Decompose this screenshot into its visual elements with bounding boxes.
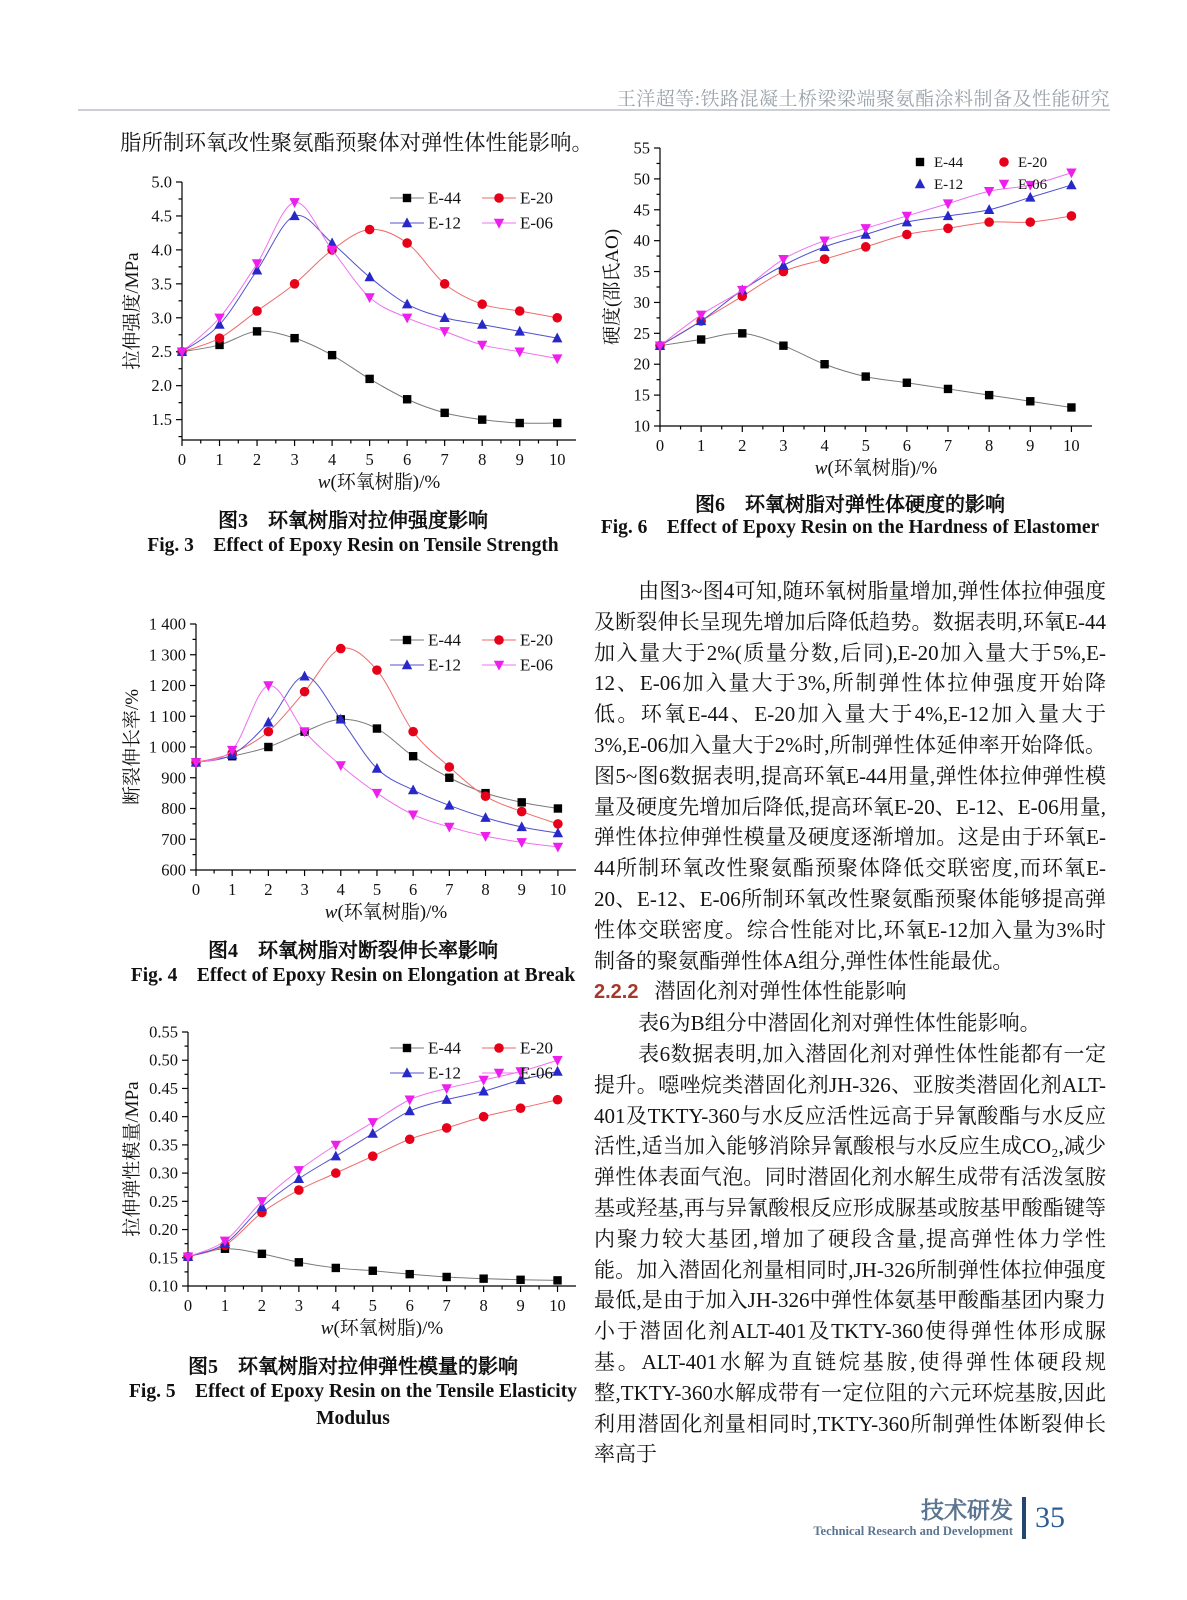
footer-label-cn: 技术研发	[921, 1496, 1013, 1523]
svg-text:1: 1	[215, 450, 224, 469]
svg-text:拉伸强度/MPa: 拉伸强度/MPa	[122, 252, 143, 370]
section-heading	[594, 976, 1106, 1008]
svg-text:3: 3	[294, 1296, 303, 1315]
svg-text:5: 5	[372, 880, 382, 899]
svg-text:0.10: 0.10	[149, 1276, 178, 1296]
svg-text:0.35: 0.35	[149, 1135, 178, 1155]
page-number: 35	[1035, 1501, 1065, 1534]
svg-text:8: 8	[985, 436, 994, 455]
svg-text:E-44: E-44	[428, 1038, 462, 1058]
svg-text:4: 4	[820, 436, 829, 455]
svg-text:7: 7	[440, 450, 449, 469]
svg-text:9: 9	[517, 880, 526, 899]
chart-svg	[602, 134, 1100, 484]
svg-text:0.20: 0.20	[149, 1220, 178, 1240]
svg-text:0.25: 0.25	[149, 1191, 178, 1211]
svg-text:E-06: E-06	[1018, 177, 1048, 193]
svg-text:10: 10	[548, 450, 566, 469]
svg-text:5: 5	[368, 1296, 377, 1315]
svg-text:600: 600	[161, 860, 186, 880]
svg-text:5.0: 5.0	[151, 172, 172, 192]
svg-text:E-44: E-44	[934, 155, 964, 171]
svg-text:0: 0	[191, 880, 201, 899]
figure6-chart	[602, 134, 1100, 489]
svg-text:4.0: 4.0	[151, 240, 172, 260]
paragraph-table6-intro: 表6为B组分中潜固化剂对弹性体性能影响。	[638, 1011, 1041, 1036]
svg-text:w(环氧树脂)/%: w(环氧树脂)/%	[814, 458, 938, 479]
svg-text:1: 1	[697, 436, 706, 455]
svg-text:w(环氧树脂)/%: w(环氧树脂)/%	[324, 902, 448, 923]
svg-text:2: 2	[264, 880, 273, 899]
svg-text:30: 30	[633, 292, 650, 312]
svg-text:硬度(邵氏AO): 硬度(邵氏AO)	[602, 228, 623, 346]
svg-text:0.15: 0.15	[149, 1248, 178, 1268]
svg-text:w(环氧树脂)/%: w(环氧树脂)/%	[320, 1318, 444, 1339]
svg-text:0.45: 0.45	[149, 1078, 178, 1098]
section-title: 潜固化剂对弹性体性能影响	[654, 979, 907, 1004]
svg-text:2: 2	[257, 1296, 267, 1315]
svg-text:50: 50	[633, 169, 650, 189]
svg-text:1: 1	[220, 1296, 230, 1315]
svg-text:E-20: E-20	[520, 1038, 554, 1058]
svg-text:2.5: 2.5	[151, 342, 172, 362]
svg-text:0.40: 0.40	[149, 1107, 178, 1127]
svg-text:2: 2	[738, 436, 747, 455]
figure5-caption-cn: 图5 环氧树脂对拉伸弹性模量的影响	[188, 1356, 518, 1378]
svg-text:E-12: E-12	[428, 1063, 462, 1083]
svg-text:10: 10	[549, 880, 567, 899]
svg-text:45: 45	[633, 200, 650, 220]
svg-text:w(环氧树脂)/%: w(环氧树脂)/%	[317, 472, 441, 493]
svg-text:3: 3	[290, 450, 299, 469]
svg-text:拉伸弹性模量/MPa: 拉伸弹性模量/MPa	[122, 1081, 143, 1237]
figure4-chart	[122, 610, 584, 933]
svg-text:4: 4	[327, 450, 337, 469]
svg-text:2: 2	[252, 450, 262, 469]
figure5-chart	[122, 1018, 584, 1349]
svg-text:9: 9	[515, 450, 524, 469]
svg-text:20: 20	[633, 354, 650, 374]
svg-text:6: 6	[409, 880, 418, 899]
figure5-caption-en: Fig. 5 Effect of Epoxy Resin on the Tensile Elasticity Modulus	[129, 1381, 577, 1429]
figure6-caption-cn: 图6 环氧树脂对弹性体硬度的影响	[695, 494, 1005, 516]
svg-text:4: 4	[336, 880, 345, 899]
svg-text:700: 700	[161, 829, 186, 849]
svg-text:40: 40	[633, 231, 650, 251]
chart-svg	[122, 610, 584, 928]
svg-text:0.30: 0.30	[149, 1163, 178, 1183]
svg-text:E-06: E-06	[520, 213, 554, 233]
svg-text:E-44: E-44	[428, 630, 462, 650]
figure4-caption-en: Fig. 4 Effect of Epoxy Resin on Elongation at Break	[130, 965, 576, 986]
section-number: 2.2.2	[594, 981, 639, 1004]
figure3-caption-en: Fig. 3 Effect of Epoxy Resin on Tensile Strength	[147, 535, 559, 556]
figure6-caption-en: Fig. 6 Effect of Epoxy Resin on the Hardness of Elastomer	[600, 517, 1100, 538]
svg-text:断裂伸长率/%: 断裂伸长率/%	[122, 688, 143, 806]
figure3-chart	[122, 168, 584, 503]
svg-text:4.5: 4.5	[151, 206, 172, 226]
svg-text:1 000: 1 000	[148, 737, 186, 757]
svg-text:25: 25	[633, 323, 650, 343]
svg-text:3: 3	[779, 436, 788, 455]
svg-text:15: 15	[633, 385, 650, 405]
header-rule	[78, 109, 1110, 111]
svg-text:3: 3	[300, 880, 309, 899]
svg-text:3.5: 3.5	[151, 274, 172, 294]
figure3-caption-cn: 图3 环氧树脂对拉伸强度影响	[218, 510, 488, 532]
svg-text:55: 55	[633, 138, 650, 158]
svg-text:0: 0	[655, 436, 665, 455]
svg-text:7: 7	[442, 1296, 451, 1315]
svg-text:2.0: 2.0	[151, 376, 172, 396]
page-footer	[813, 1497, 1065, 1539]
footer-label-en: Technical Research and Development	[813, 1523, 1013, 1538]
svg-text:8: 8	[479, 1296, 488, 1315]
svg-text:8: 8	[481, 880, 490, 899]
svg-text:5: 5	[861, 436, 870, 455]
svg-text:E-12: E-12	[934, 177, 964, 193]
svg-text:9: 9	[1026, 436, 1035, 455]
figure4-caption-cn: 图4 环氧树脂对断裂伸长率影响	[208, 940, 498, 962]
svg-text:0.50: 0.50	[149, 1050, 178, 1070]
svg-text:5: 5	[365, 450, 374, 469]
svg-text:9: 9	[516, 1296, 525, 1315]
svg-text:8: 8	[478, 450, 487, 469]
svg-text:E-12: E-12	[428, 655, 462, 675]
intro-text-line: 脂所制环氧改性聚氨酯预聚体对弹性体性能影响。	[120, 131, 594, 155]
svg-text:E-20: E-20	[520, 188, 554, 208]
svg-text:6: 6	[403, 450, 412, 469]
svg-text:10: 10	[1063, 436, 1080, 455]
svg-text:E-20: E-20	[520, 630, 554, 650]
footer-section-label	[813, 1498, 1013, 1539]
svg-text:1 300: 1 300	[148, 645, 186, 665]
running-header: 王洋超等:铁路混凝土桥梁梁端聚氨酯涂料制备及性能研究	[616, 89, 1110, 110]
chart-svg	[122, 168, 584, 498]
body-text-column	[594, 576, 1106, 1470]
svg-text:7: 7	[943, 436, 953, 455]
svg-text:4: 4	[331, 1296, 340, 1315]
svg-text:3.0: 3.0	[151, 308, 172, 328]
svg-text:10: 10	[549, 1296, 566, 1315]
paragraph-latent-curing: 表6数据表明,加入潜固化剂对弹性体性能都有一定提升。噁唑烷类潜固化剂JH-326、亚胺类潜固化剂ALT-401及TKTY-360与水反应活性远高于异氰酸酯与水反应活性,适当加入能够消除异氰酸根与水反应生成CO₂,减少弹性体表面气泡。同时潜固化剂水解生成带有活泼氢胺基或羟基,再与异氰酸根反应形成脲基或胺基甲酸酯键等内聚力较大基团,增加了硬段含量,提高弹性体力学性能。加入潜固化剂量相同时,JH-326所制弹性体拉伸强度最低,是由于加入JH-326中弹性体氨基甲酸酯基团内聚力小于潜固化剂ALT-401及TKTY-360使得弹性体形成脲基。ALT-401水解为直链烷基胺,使得弹性体硬段规整,TKTY-360水解成带有一定位阻的六元环烷基胺,因此利用潜固化剂量相同时,TKTY-360所制弹性体断裂伸长率高于	[594, 1041, 1106, 1467]
svg-text:6: 6	[405, 1296, 414, 1315]
svg-text:800: 800	[161, 799, 186, 818]
svg-text:7: 7	[445, 880, 454, 899]
svg-text:6: 6	[902, 436, 911, 455]
svg-text:35: 35	[633, 262, 650, 282]
svg-text:E-06: E-06	[520, 655, 554, 675]
svg-text:E-20: E-20	[1018, 155, 1048, 171]
footer-divider	[1022, 1497, 1026, 1539]
svg-text:0: 0	[177, 450, 187, 469]
svg-text:1 400: 1 400	[148, 614, 186, 634]
chart-svg	[122, 1018, 584, 1344]
svg-text:0.55: 0.55	[149, 1022, 178, 1042]
svg-text:900: 900	[161, 768, 186, 788]
svg-text:1.5: 1.5	[151, 410, 172, 430]
svg-text:E-12: E-12	[428, 213, 462, 233]
svg-text:E-44: E-44	[428, 188, 462, 208]
svg-text:1 200: 1 200	[148, 676, 186, 695]
svg-text:1 100: 1 100	[148, 706, 186, 726]
svg-text:1: 1	[228, 880, 237, 899]
svg-text:10: 10	[633, 416, 650, 436]
svg-text:0: 0	[183, 1296, 193, 1315]
paragraph-discussion: 由图3~图4可知,随环氧树脂量增加,弹性体拉伸强度及断裂伸长呈现先增加后降低趋势。数据表明,环氧E-44加入量大于2%(质量分数,后同),E-20加入量大于5%,E-12、E-06加入量大于3%,所制弹性体拉伸强度开始降低。环氧E-44、E-20加入量大于4%,E-12加入量大于3%,E-06加入量大于2%时,所制弹性体延伸率开始降低。图5~图6数据表明,提高环氧E-44用量,弹性体拉伸弹性模量及硬度先增加后降低,提高环氧E-20、E-12、E-06用量,弹性体拉伸弹性模量及硬度逐渐增加。这是由于环氧E-44所制环氧改性聚氨酯预聚体降低交联密度,而环氧E-20、E-12、E-06所制环氧改性聚氨酯预聚体能够提高弹性体交联密度。综合性能对比,环氧E-12加入量为3%时制备的聚氨酯弹性体A组分,弹性体性能最优。	[594, 579, 1106, 973]
svg-text:E-06: E-06	[520, 1063, 554, 1083]
